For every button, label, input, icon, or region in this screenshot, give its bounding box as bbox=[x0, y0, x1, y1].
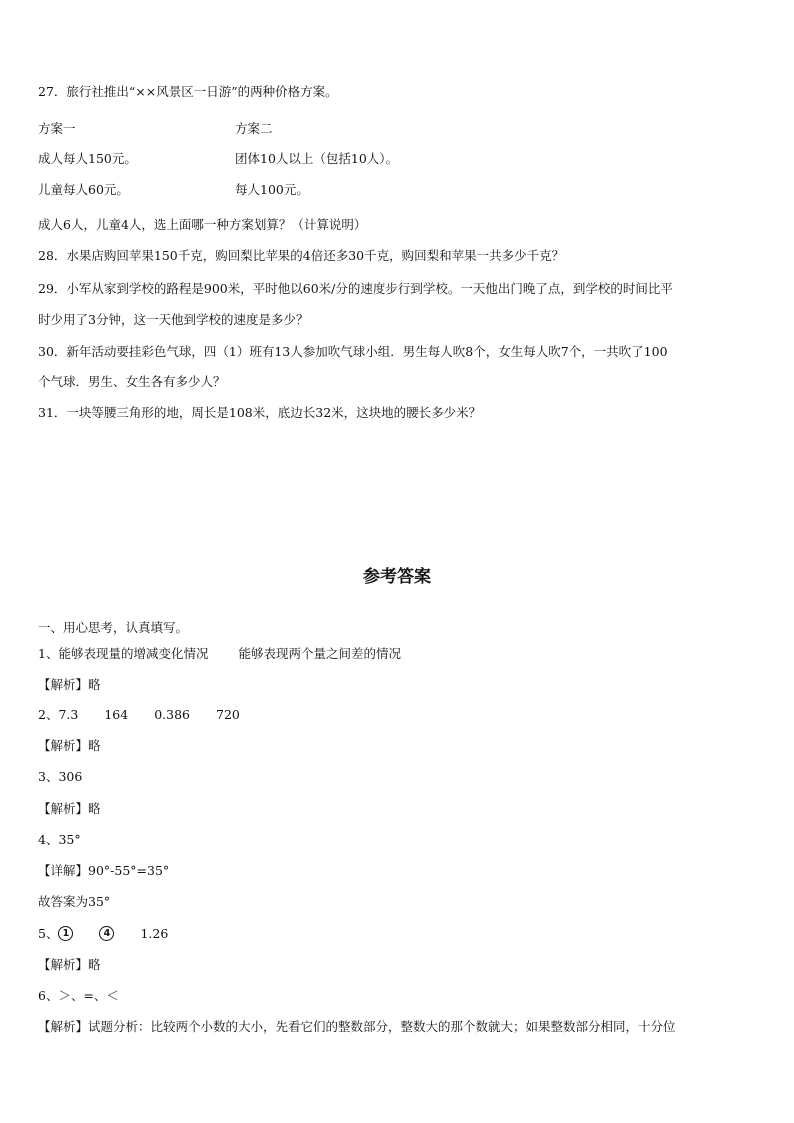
plan-two-title: 方案二 bbox=[235, 121, 273, 136]
question-30-line-1: 30．新年活动要挂彩色气球，四（1）班有13人参加吹气球小组．男生每人吹8个，女生每人吹7个，一共吹了100 bbox=[38, 344, 668, 359]
question-28: 28．水果店购回苹果150千克，购回梨比苹果的4倍还多30千克，购回梨和苹果一共多少千克？ bbox=[38, 248, 565, 263]
question-31: 31．一块等腰三角形的地，周长是108米，底边长32米，这块地的腰长多少米？ bbox=[38, 405, 482, 420]
answer-1-part-2: 能够表现两个量之间差的情况 bbox=[238, 646, 401, 661]
answer-5 bbox=[38, 926, 168, 942]
question-27-ask: 成人6人，儿童4人，选上面哪一种方案划算？（计算说明） bbox=[38, 217, 367, 232]
question-29-line-1: 29．小军从家到学校的路程是900米，平时他以60米/分的速度步行到学校。一天他出门晚了点，到学校的时间比平 bbox=[38, 281, 673, 296]
answers-title: 参考答案 bbox=[363, 567, 431, 587]
answer-5-number: 5、 bbox=[38, 926, 59, 941]
question-30-line-2: 个气球．男生、女生各有多少人？ bbox=[38, 374, 226, 389]
answer-5-note: 【解析】略 bbox=[38, 957, 101, 972]
answer-2-note: 【解析】略 bbox=[38, 738, 101, 753]
answer-1-number: 1、 bbox=[38, 646, 59, 661]
question-27-stem: 27．旅行社推出“××风景区一日游”的两种价格方案。 bbox=[38, 84, 338, 99]
circled-number-1: 1 bbox=[58, 926, 73, 941]
answer-6: 6、＞、=、＜ bbox=[38, 988, 119, 1003]
answer-4: 4、35° bbox=[38, 832, 81, 847]
answer-2 bbox=[38, 707, 240, 723]
plan-two-line-1: 团体10人以上（包括10人）。 bbox=[235, 151, 399, 166]
answer-4-detail: 【详解】90°-55°=35° bbox=[38, 863, 170, 878]
answer-2-value-2: 164 bbox=[104, 707, 129, 722]
answer-4-conclusion: 故答案为35° bbox=[38, 894, 111, 909]
answer-5-value-3: 1.26 bbox=[140, 926, 169, 941]
answer-3: 3、306 bbox=[38, 769, 83, 784]
section-one-heading: 一、用心思考，认真填写。 bbox=[38, 620, 189, 635]
answer-2-value-4: 720 bbox=[216, 707, 240, 722]
plan-one-line-1: 成人每人150元。 bbox=[38, 151, 137, 166]
answer-3-note: 【解析】略 bbox=[38, 801, 101, 816]
answer-2-value-1: 7.3 bbox=[58, 707, 79, 722]
plan-one-line-2: 儿童每人60元。 bbox=[38, 182, 129, 197]
answer-1-note: 【解析】略 bbox=[38, 677, 101, 692]
plan-one-title: 方案一 bbox=[38, 121, 76, 136]
question-29-line-2: 时少用了3分钟，这一天他到学校的速度是多少？ bbox=[38, 312, 309, 327]
answer-2-number: 2、 bbox=[38, 707, 59, 722]
answer-2-value-3: 0.386 bbox=[154, 707, 190, 722]
answer-1-part-1: 能够表现量的增减变化情况 bbox=[58, 646, 209, 661]
answer-6-note: 【解析】试题分析：比较两个小数的大小，先看它们的整数部分，整数大的那个数就大；如果整数部分相同，十分位 bbox=[38, 1019, 676, 1034]
circled-number-4: 4 bbox=[99, 926, 114, 941]
plan-two-line-2: 每人100元。 bbox=[235, 182, 309, 197]
answer-1 bbox=[38, 646, 401, 662]
